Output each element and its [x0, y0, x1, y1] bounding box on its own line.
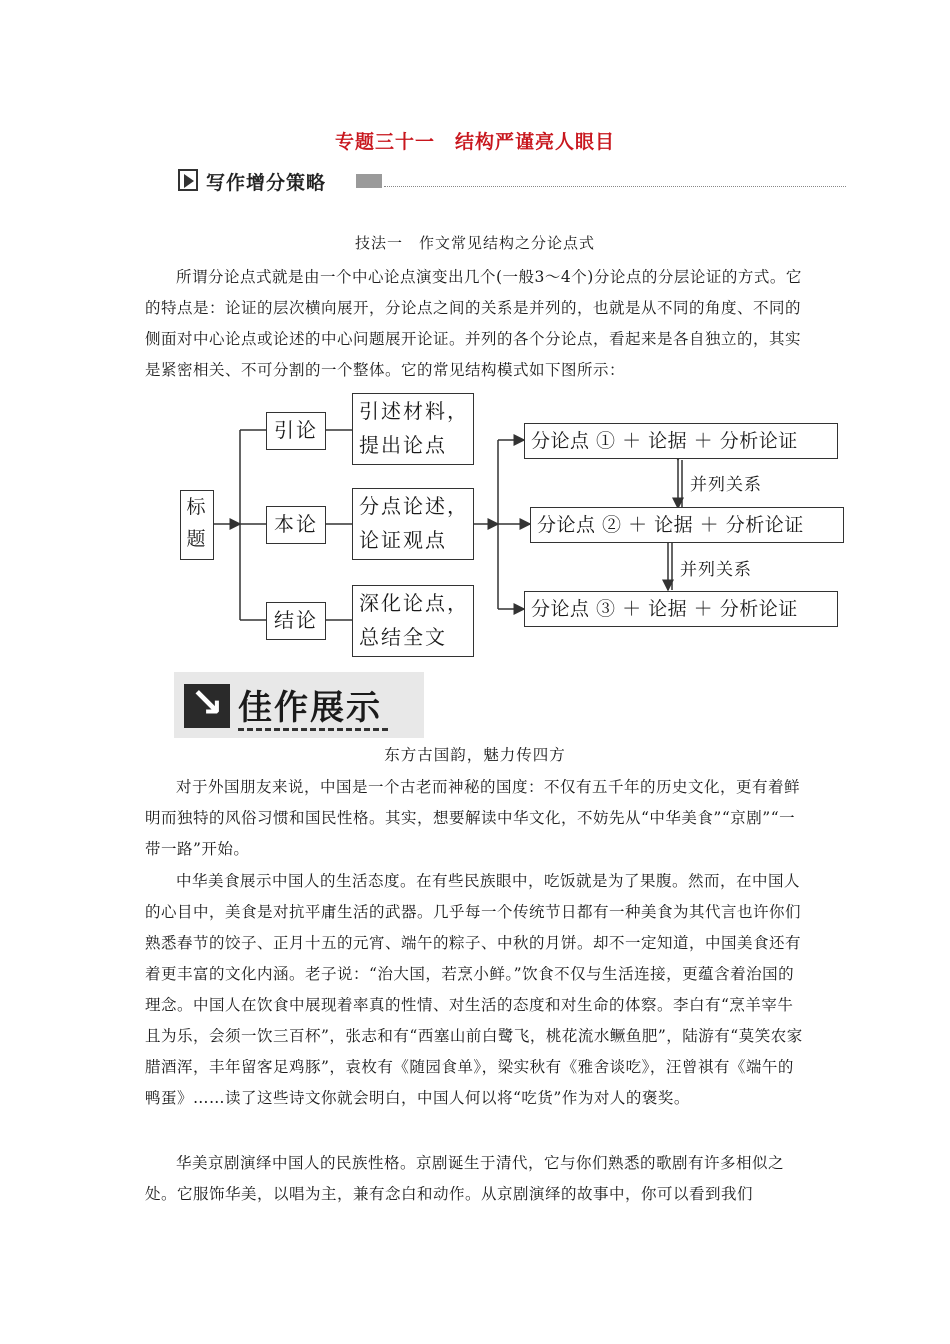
diagram-root-char: 标 [186, 496, 208, 518]
banner-dotted-line [384, 186, 846, 187]
arrow-icon [178, 169, 198, 191]
diagram-desc-line: 论证观点 [359, 528, 447, 552]
showcase-banner [174, 672, 424, 738]
diagram-subpoint: 分论点 ② ＋ 论据 ＋ 分析论证 [530, 507, 844, 543]
structure-diagram [0, 390, 950, 660]
section-paragraph: 所谓分论点式就是由一个中心论点演变出几个(一般3～4个)分论点的分层论证的方式。它的特点是：论证的层次横向展开，分论点之间的关系是并列的，也就是从不同的角度、不同的侧面对中心论点或论述的中心问题展开论证。并列的各个分论点，看起来是各自独立的，其实是紧密相关、不可分割的一个整体。它的常见结构模式如下图所示： [145, 268, 802, 379]
diagram-part-label: 引论 [266, 412, 326, 450]
strategy-banner-label: 写作增分策略 [206, 172, 327, 194]
diagram-desc-line: 总结全文 [359, 625, 447, 649]
diagram-root-char: 题 [186, 528, 208, 550]
showcase-banner-label: 佳作展示 [238, 688, 382, 728]
diagram-part-desc [352, 393, 474, 465]
page-title: 专题三十一 结构严谨亮人眼目 [334, 131, 615, 153]
essay-paragraph: 华美京剧演绎中国人的民族性格。京剧诞生于清代，它与你们熟悉的歌剧有许多相似之处。它服饰华美，以唱为主，兼有念白和动作。从京剧演绎的故事中，你可以看到我们 [145, 1154, 785, 1203]
strategy-banner [174, 163, 848, 193]
diagram-desc-line: 分点论述， [359, 494, 469, 518]
arrow-icon [184, 684, 230, 728]
diagram-desc-line: 深化论点， [359, 591, 469, 615]
essay-paragraph: 中华美食展示中国人的生活态度。在有些民族眼中，吃饭就是为了果腹。然而，在中国人的心目中，美食是对抗平庸生活的武器。几乎每一个传统节日都有一种美食为其代言也许你们熟悉春节的饺子、正月十五的元宵、端午的粽子、中秋的月饼。却不一定知道，中国美食还有着更丰富的文化内涵。老子说：“治大国，若烹小鲜。”饮食不仅与生活连接，更蕴含着治国的理念。中国人在饮食中展现着率真的性情、对生活的态度和对生命的体察。李白有“烹羊宰牛且为乐，会须一饮三百杯”，张志和有“西塞山前白鹭飞，桃花流水鳜鱼肥”，陆游有“莫笑农家腊酒浑，丰年留客足鸡豚”，袁枚有《随园食单》，梁实秋有《雅舍谈吃》，汪曾祺有《端午的鸭蛋》……读了这些诗文你就会明白，中国人何以将“吃货”作为对人的褒奖。 [145, 872, 803, 1107]
banner-grey-block [356, 174, 382, 188]
essay-paragraph: 对于外国朋友来说，中国是一个古老而神秘的国度：不仅有五千年的历史文化，更有着鲜明而独特的风俗习惯和国民性格。其实，想要解读中华文化，不妨先从“中华美食”“京剧”“一带一路”开始。 [145, 778, 801, 858]
diagram-part-label: 本论 [266, 506, 326, 544]
diagram-desc-line: 提出论点 [359, 433, 447, 457]
diagram-root-box [180, 490, 214, 560]
banner-dashed-line [238, 728, 388, 731]
diagram-part-desc [352, 488, 474, 560]
essay-title: 东方古国韵，魅力传四方 [384, 746, 566, 764]
diagram-desc-line: 引述材料， [359, 399, 469, 423]
diagram-subpoint: 分论点 ① ＋ 论据 ＋ 分析论证 [524, 423, 838, 459]
diagram-relation-label: 并列关系 [690, 475, 762, 495]
diagram-subpoint: 分论点 ③ ＋ 论据 ＋ 分析论证 [524, 591, 838, 627]
diagram-part-label: 结论 [266, 602, 326, 640]
diagram-part-desc [352, 585, 474, 657]
section-subheading: 技法一 作文常见结构之分论点式 [354, 234, 595, 252]
diagram-relation-label: 并列关系 [680, 560, 752, 580]
